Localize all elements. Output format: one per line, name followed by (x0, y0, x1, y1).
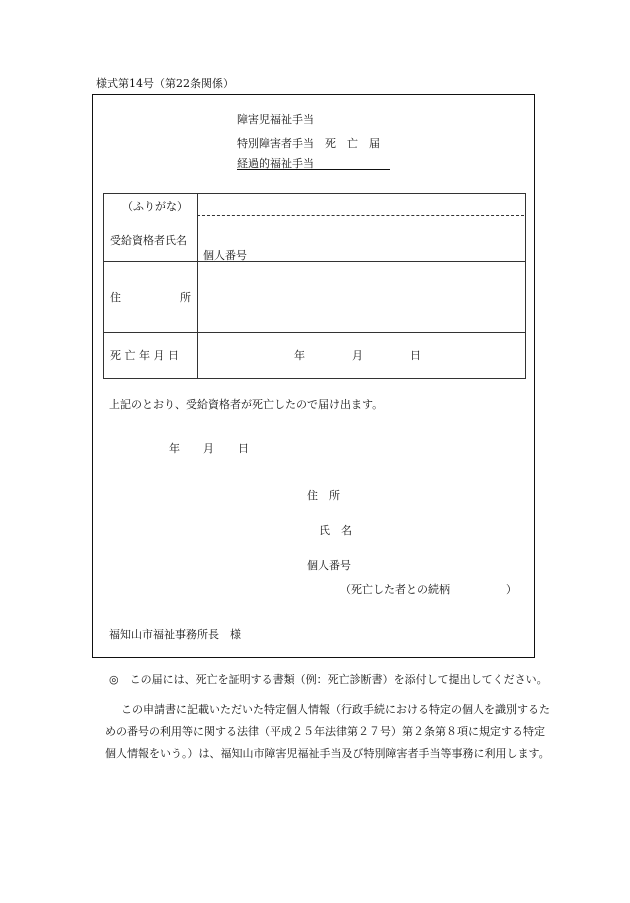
title-line-3: 経過的福祉手当 (237, 157, 314, 170)
relation-close: ） (506, 583, 517, 596)
address-label-b: 所 (180, 291, 191, 304)
address-value-cell[interactable] (198, 262, 526, 333)
attachment-note: ◎ この届には、死亡を証明する書類（例：死亡診断書）を添付して提出してください。 (109, 673, 548, 686)
death-date-day: 日 (410, 349, 421, 362)
name-label-cell (104, 194, 198, 262)
death-date-label: 死 亡 年 月 日 (110, 349, 179, 362)
title-line-2: 特別障害者手当 死 亡 届 (237, 137, 380, 150)
privacy-line-1: この申請書に記載いただいた特定個人情報（行政手続における特定の個人を識別するた (121, 703, 550, 716)
address-row (104, 262, 526, 333)
applicant-individual-number-label: 個人番号 (307, 559, 351, 572)
submit-date-year: 年 (169, 442, 180, 455)
applicant-address-label: 住 所 (307, 489, 340, 502)
submit-date-day: 日 (238, 442, 249, 455)
name-value-cell[interactable] (198, 194, 526, 262)
applicant-name-label: 氏 名 (319, 524, 352, 537)
furigana-dashed-line (197, 215, 524, 216)
privacy-line-2: めの番号の利用等に関する法律（平成２５年法律第２７号）第２条第８項に規定する特定 (105, 725, 545, 738)
death-date-year: 年 (294, 349, 305, 362)
recipient-table (103, 193, 526, 379)
title-underline (237, 169, 390, 170)
privacy-line-3: 個人情報をいう。）は、福知山市障害児福祉手当及び特別障害者手当等事務に利用します。 (105, 747, 550, 760)
form-number: 様式第14号（第22条関係） (96, 77, 234, 90)
title-line-1: 障害児福祉手当 (237, 113, 314, 126)
furigana-label: （ふりがな） (122, 200, 188, 213)
address-label-a: 住 (110, 291, 121, 304)
addressee: 福知山市福祉事務所長 様 (109, 628, 241, 641)
death-date-row (104, 333, 526, 379)
death-date-label-cell (104, 333, 198, 379)
statement-text: 上記のとおり、受給資格者が死亡したので届け出ます。 (109, 398, 384, 411)
relation-open: （死亡した者との続柄 (340, 583, 450, 596)
address-label-cell (104, 262, 198, 333)
death-date-value-cell[interactable] (198, 333, 526, 379)
death-date-month: 月 (352, 349, 363, 362)
individual-number-label: 個人番号 (203, 249, 247, 262)
submit-date-month: 月 (203, 442, 214, 455)
name-row (104, 194, 526, 262)
recipient-name-label: 受給資格者氏名 (110, 234, 187, 247)
